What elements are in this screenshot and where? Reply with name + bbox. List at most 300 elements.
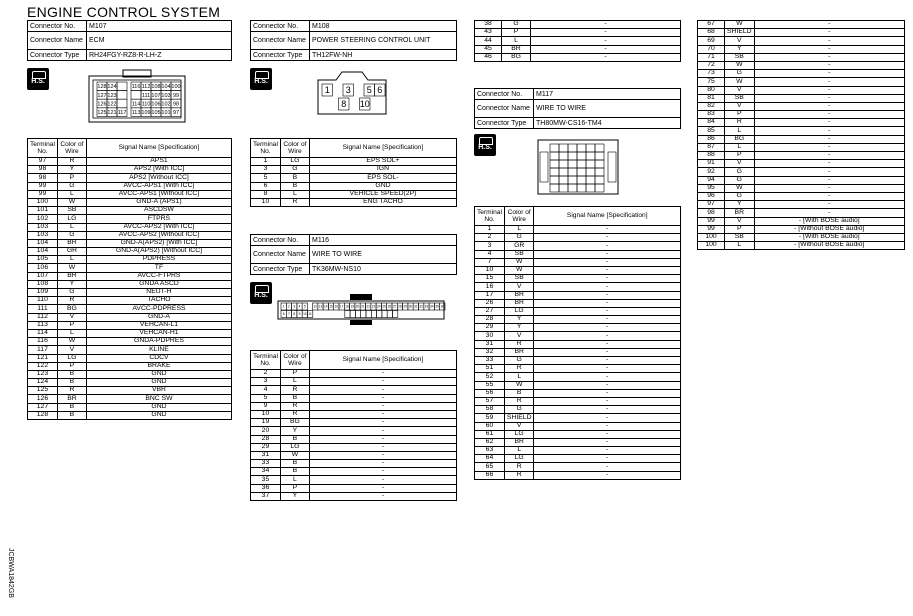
- terminal-no-cell: 82: [698, 102, 725, 110]
- pin-cell: [355, 311, 360, 318]
- wire-color-cell: LG: [504, 430, 534, 438]
- pin-cell: [382, 311, 387, 318]
- pin-cell: [568, 152, 577, 160]
- terminal-no-cell: 110: [28, 297, 58, 305]
- terminal-no-cell: 32: [475, 348, 505, 356]
- table-row: [698, 37, 905, 45]
- m107-info-table: [27, 20, 232, 61]
- m117-rows: [475, 226, 681, 480]
- signal-name-cell: -: [309, 419, 456, 427]
- table-row: [28, 158, 232, 166]
- pin-label: 5: [366, 85, 372, 96]
- pin-label: 13: [318, 304, 323, 309]
- wire-color-cell: L: [57, 256, 86, 264]
- terminal-no-cell: 122: [28, 362, 58, 370]
- wire-color-cell: B: [280, 394, 309, 402]
- terminal-no-cell: 62: [475, 438, 505, 446]
- table-row: [251, 410, 457, 418]
- connector-no-value: M116: [310, 235, 457, 246]
- wire-color-cell: V: [57, 346, 86, 354]
- pin-cell: [586, 144, 595, 152]
- table-row: [28, 166, 232, 174]
- table-row: [475, 21, 681, 29]
- terminal-no-cell: 29: [475, 324, 505, 332]
- wire-color-cell: G: [502, 21, 531, 29]
- wire-color-cell: P: [280, 370, 309, 378]
- wire-color-cell: LG: [57, 354, 86, 362]
- signal-name-cell: -: [754, 119, 904, 127]
- pin-label: 10: [359, 99, 370, 110]
- hs-label: H.S.: [31, 78, 45, 85]
- pin-label: 26: [387, 304, 392, 309]
- pin-cell: [595, 152, 604, 160]
- pin-label: 24: [376, 304, 381, 309]
- terminal-no-header: Terminal No.: [251, 139, 281, 158]
- table-row: [28, 207, 232, 215]
- pin-cell: [540, 152, 548, 182]
- terminal-no-cell: 58: [475, 406, 505, 414]
- terminal-no-cell: 31: [251, 451, 281, 459]
- table-row: [475, 283, 681, 291]
- connector-name-label: Connector Name: [475, 100, 534, 118]
- signal-name-cell: -: [754, 160, 904, 168]
- signal-name-cell: -: [534, 283, 681, 291]
- terminal-no-cell: 3: [251, 378, 281, 386]
- signal-name-cell: -: [309, 427, 456, 435]
- wire-color-cell: G: [504, 234, 534, 242]
- wire-color-cell: B: [280, 460, 309, 468]
- m116-pin-grid: [281, 303, 445, 318]
- document-code-text: JCBWA1842GB: [7, 548, 14, 598]
- signal-name-cell: -: [309, 484, 456, 492]
- signal-name-cell: -: [534, 266, 681, 274]
- pin-cell: [117, 91, 127, 100]
- signal-name-header: Signal Name [Specification]: [309, 351, 456, 370]
- table-row: [251, 492, 457, 500]
- connector-no-label: Connector No.: [251, 235, 310, 246]
- wire-color-cell: R: [57, 158, 86, 166]
- wire-color-cell: B: [280, 435, 309, 443]
- terminal-no-cell: 104: [28, 248, 58, 256]
- harness-side-icon: [474, 134, 496, 156]
- terminal-no-cell: 65: [475, 463, 505, 471]
- table-row: [475, 250, 681, 258]
- signal-name-cell: - [With BOSE audio]: [754, 217, 904, 225]
- m108-signal-table: [250, 138, 457, 207]
- wire-color-cell: V: [504, 422, 534, 430]
- terminal-no-cell: 55: [475, 381, 505, 389]
- pin-label: 106: [151, 101, 161, 108]
- signal-name-cell: -: [534, 455, 681, 463]
- pin-label: 116: [131, 84, 141, 91]
- terminal-no-cell: 106: [28, 264, 58, 272]
- wire-color-cell: LG: [57, 215, 86, 223]
- signal-name-cell: -: [534, 340, 681, 348]
- wire-color-cell: L: [725, 143, 755, 151]
- wire-color-cell: G: [504, 357, 534, 365]
- pin-cell: [550, 144, 559, 152]
- pin-label: 103: [161, 92, 171, 99]
- connector-name-label: Connector Name: [251, 32, 310, 50]
- wire-color-cell: LG: [280, 158, 309, 166]
- m108-info-table: [250, 20, 457, 61]
- pin-cell: [586, 152, 595, 160]
- signal-name-cell: -: [534, 357, 681, 365]
- table-row: [251, 460, 457, 468]
- pin-cell: [568, 168, 577, 176]
- table-row: [698, 111, 905, 119]
- connector-no-value: M107: [87, 21, 232, 32]
- terminal-no-cell: 114: [28, 329, 58, 337]
- terminal-no-cell: 70: [698, 45, 725, 53]
- table-row: [251, 394, 457, 402]
- wire-color-cell: LG: [280, 443, 309, 451]
- terminal-no-cell: 4: [251, 386, 281, 394]
- pin-cell: [350, 311, 355, 318]
- signal-name-cell: -: [534, 463, 681, 471]
- table-row: [28, 215, 232, 223]
- connector-no-label: Connector No.: [28, 21, 87, 32]
- terminal-no-cell: 52: [475, 373, 505, 381]
- wire-color-cell: G: [725, 176, 755, 184]
- signal-name-cell: -: [754, 209, 904, 217]
- m116-info-table: [250, 234, 457, 275]
- m117-info-table: [474, 88, 681, 129]
- pin-cell: [387, 311, 392, 318]
- terminal-no-cell: 99: [28, 190, 58, 198]
- table-row: [28, 379, 232, 387]
- wire-color-cell: L: [725, 242, 755, 250]
- terminal-no-cell: 100: [28, 198, 58, 206]
- connector-name-value: WIRE TO WIRE: [310, 246, 457, 264]
- terminal-no-cell: 1: [475, 226, 505, 234]
- signal-name-cell: -: [534, 226, 681, 234]
- table-row: [475, 45, 681, 53]
- wire-color-cell: SB: [504, 275, 534, 283]
- connector-type-label: Connector Type: [475, 118, 534, 129]
- wire-color-cell: B: [280, 182, 309, 190]
- terminal-no-cell: 69: [698, 37, 725, 45]
- connector-name-value: POWER STEERING CONTROL UNIT: [310, 32, 457, 50]
- table-row: [698, 53, 905, 61]
- terminal-no-cell: 3: [475, 242, 505, 250]
- signal-name-cell: AVCC-APS2 [Without ICC]: [86, 231, 231, 239]
- pin-label: 4: [298, 304, 301, 309]
- connector-no-label: Connector No.: [475, 89, 534, 100]
- pin-cell: [586, 168, 595, 176]
- pin-label: 9: [298, 312, 301, 317]
- table-row: [475, 275, 681, 283]
- table-row: [251, 402, 457, 410]
- wire-color-cell: V: [725, 102, 755, 110]
- table-row: [475, 357, 681, 365]
- terminal-no-cell: 17: [475, 291, 505, 299]
- pin-label: 100: [171, 84, 181, 91]
- wire-color-cell: Y: [504, 324, 534, 332]
- table-row: [698, 176, 905, 184]
- signal-name-cell: FTPRS: [86, 215, 231, 223]
- terminal-no-cell: 81: [698, 94, 725, 102]
- terminal-no-cell: 103: [28, 231, 58, 239]
- connector-type-label: Connector Type: [251, 264, 310, 275]
- signal-name-cell: -: [754, 29, 904, 37]
- terminal-no-cell: 107: [28, 272, 58, 280]
- terminal-no-cell: 45: [475, 45, 502, 53]
- table-row: [28, 403, 232, 411]
- terminal-no-cell: 121: [28, 354, 58, 362]
- connector-no-value: M108: [310, 21, 457, 32]
- terminal-no-cell: 127: [28, 403, 58, 411]
- pin-label: 5: [303, 304, 306, 309]
- signal-name-cell: VBR: [86, 387, 231, 395]
- signal-name-cell: NEUT-H: [86, 289, 231, 297]
- table-row: [698, 70, 905, 78]
- terminal-no-cell: 29: [251, 443, 281, 451]
- wire-color-cell: L: [504, 226, 534, 234]
- signal-name-header: Signal Name [Specification]: [86, 139, 231, 158]
- wire-color-cell: R: [504, 471, 534, 479]
- signal-name-cell: -: [754, 143, 904, 151]
- signal-name-cell: -: [534, 447, 681, 455]
- wire-color-cell: G: [725, 168, 755, 176]
- table-row: [251, 370, 457, 378]
- terminal-no-cell: 37: [251, 492, 281, 500]
- signal-name-cell: -: [309, 435, 456, 443]
- table-row: [698, 119, 905, 127]
- pin-label: 12: [313, 304, 317, 309]
- table-row: [28, 198, 232, 206]
- signal-name-header: Signal Name [Specification]: [309, 139, 456, 158]
- table-row: [698, 160, 905, 168]
- table-row: [251, 166, 457, 174]
- table-row: [475, 463, 681, 471]
- pin-label: 121: [107, 110, 117, 117]
- wire-color-cell: V: [725, 217, 755, 225]
- terminal-no-cell: 103: [28, 223, 58, 231]
- wire-color-cell: W: [725, 21, 755, 29]
- signal-name-cell: -: [534, 250, 681, 258]
- color-of-wire-header: Color of Wire: [57, 139, 86, 158]
- pin-label: 113: [131, 110, 141, 117]
- signal-name-cell: -: [754, 168, 904, 176]
- table-row: [475, 266, 681, 274]
- terminal-no-cell: 68: [698, 29, 725, 37]
- signal-name-cell: -: [754, 61, 904, 69]
- table-row: [475, 299, 681, 307]
- wire-color-cell: BR: [57, 239, 86, 247]
- table-row: [475, 381, 681, 389]
- signal-name-cell: -: [754, 45, 904, 53]
- wire-color-cell: L: [504, 447, 534, 455]
- wire-color-cell: G: [57, 182, 86, 190]
- wire-color-cell: BG: [57, 305, 86, 313]
- connector-type-label: Connector Type: [28, 50, 87, 61]
- wire-color-cell: Y: [280, 427, 309, 435]
- pin-label: 21: [361, 304, 365, 309]
- wire-color-cell: P: [725, 225, 755, 233]
- signal-name-cell: TF: [86, 264, 231, 272]
- connector-name-label: Connector Name: [251, 246, 310, 264]
- terminal-no-cell: 99: [698, 225, 725, 233]
- pin-label: 122: [107, 101, 117, 108]
- signal-name-cell: AVCC-APS2 [With ICC]: [86, 223, 231, 231]
- wire-color-cell: BG: [502, 53, 531, 61]
- pin-label: 109: [141, 110, 151, 117]
- table-row: [251, 386, 457, 394]
- table-row: [698, 242, 905, 250]
- connector-type-value: TH80MW-CS16-TM4: [534, 118, 681, 129]
- signal-name-cell: -: [534, 471, 681, 479]
- terminal-no-cell: 51: [475, 365, 505, 373]
- terminal-no-cell: 26: [475, 299, 505, 307]
- table-row: [28, 305, 232, 313]
- table-row: [28, 223, 232, 231]
- wire-color-cell: V: [725, 160, 755, 168]
- signal-name-cell: -: [754, 70, 904, 78]
- wire-color-cell: R: [280, 386, 309, 394]
- terminal-no-cell: 57: [475, 397, 505, 405]
- signal-name-cell: -: [534, 430, 681, 438]
- signal-name-cell: APS1: [86, 158, 231, 166]
- signal-name-cell: -: [754, 176, 904, 184]
- wire-color-cell: SB: [725, 233, 755, 241]
- m108-connector-diagram: [316, 70, 388, 116]
- table-row: [475, 234, 681, 242]
- signal-name-cell: -: [534, 373, 681, 381]
- pin-cell: [595, 176, 604, 184]
- signal-name-cell: -: [534, 299, 681, 307]
- signal-name-cell: -: [754, 201, 904, 209]
- table-row: [698, 135, 905, 143]
- terminal-no-cell: 105: [28, 256, 58, 264]
- signal-name-cell: -: [309, 386, 456, 394]
- signal-name-cell: IGN: [309, 166, 456, 174]
- pin-cell: [595, 168, 604, 176]
- signal-name-cell: APS2 [With ICC]: [86, 166, 231, 174]
- terminal-no-cell: 71: [698, 53, 725, 61]
- table-row: [698, 192, 905, 200]
- pin-cell: [345, 311, 350, 318]
- terminal-no-cell: 102: [28, 215, 58, 223]
- signal-name-cell: -: [534, 316, 681, 324]
- terminal-no-cell: 72: [698, 61, 725, 69]
- terminal-no-cell: 99: [698, 217, 725, 225]
- wire-color-cell: SB: [504, 250, 534, 258]
- pin-label: 7: [288, 312, 290, 317]
- terminal-no-cell: 20: [251, 427, 281, 435]
- terminal-no-cell: 36: [251, 484, 281, 492]
- pin-label: 10: [303, 312, 307, 317]
- signal-name-cell: EPS SOL-: [309, 174, 456, 182]
- terminal-no-cell: 128: [28, 411, 58, 419]
- pin-cell: [559, 184, 568, 192]
- signal-name-cell: -: [531, 37, 681, 45]
- signal-name-cell: -: [534, 291, 681, 299]
- signal-name-cell: -: [534, 422, 681, 430]
- document-code: [2, 548, 16, 610]
- signal-name-cell: GNDA ASCD: [86, 280, 231, 288]
- signal-name-cell: GND-A: [86, 313, 231, 321]
- wire-color-cell: Y: [725, 201, 755, 209]
- hs-label: H.S.: [254, 292, 268, 299]
- terminal-no-cell: 100: [698, 233, 725, 241]
- m108-pin-grid: [322, 84, 385, 110]
- table-row: [28, 190, 232, 198]
- signal-name-cell: VEHCAN-H1: [86, 329, 231, 337]
- wire-color-cell: L: [280, 378, 309, 386]
- terminal-no-cell: 64: [475, 455, 505, 463]
- signal-name-cell: KLINE: [86, 346, 231, 354]
- pin-cell: [568, 160, 577, 168]
- signal-name-cell: -: [309, 370, 456, 378]
- pin-cell: [568, 176, 577, 184]
- terminal-no-cell: 38: [475, 21, 502, 29]
- m117-section: [474, 20, 681, 478]
- signal-name-cell: - [Without BOSE audio]: [754, 242, 904, 250]
- table-row: [698, 152, 905, 160]
- signal-name-cell: GND-A (APS1): [86, 198, 231, 206]
- table-row: [698, 127, 905, 135]
- terminal-no-cell: 113: [28, 321, 58, 329]
- pin-label: 28: [398, 304, 402, 309]
- signal-name-cell: -: [754, 78, 904, 86]
- terminal-no-cell: 28: [475, 316, 505, 324]
- pin-label: 18: [345, 304, 349, 309]
- pin-label: 108: [151, 84, 161, 91]
- connector-name-label: Connector Name: [28, 32, 87, 50]
- page-title: ENGINE CONTROL SYSTEM: [27, 4, 221, 20]
- terminal-no-cell: 75: [698, 78, 725, 86]
- table-row: [251, 190, 457, 198]
- signal-name-cell: -: [531, 29, 681, 37]
- signal-name-cell: -: [531, 21, 681, 29]
- wire-color-cell: R: [280, 198, 309, 206]
- terminal-no-cell: 98: [28, 166, 58, 174]
- table-row: [28, 289, 232, 297]
- wire-color-cell: LG: [504, 307, 534, 315]
- table-row: [698, 209, 905, 217]
- terminal-no-cell: 126: [28, 395, 58, 403]
- signal-name-cell: -: [309, 443, 456, 451]
- terminal-no-cell: 109: [28, 289, 58, 297]
- signal-name-cell: -: [309, 451, 456, 459]
- m117-continued-table: [697, 20, 905, 250]
- table-row: [28, 256, 232, 264]
- wire-color-cell: L: [57, 190, 86, 198]
- pin-label: 114: [131, 101, 141, 108]
- signal-name-cell: - [With BOSE audio]: [754, 233, 904, 241]
- m107-pin-grid: [97, 82, 181, 116]
- terminal-no-cell: 2: [251, 370, 281, 378]
- pin-cell: [550, 184, 559, 192]
- table-row: [251, 468, 457, 476]
- signal-name-cell: VEHICLE SPEED(2P): [309, 190, 456, 198]
- pin-cell: [559, 176, 568, 184]
- signal-name-cell: TACHO: [86, 297, 231, 305]
- pin-label: 23: [371, 304, 376, 309]
- terminal-no-cell: 2: [475, 234, 505, 242]
- pin-label: 29: [403, 304, 408, 309]
- table-row: [28, 370, 232, 378]
- table-row: [475, 307, 681, 315]
- table-row: [251, 484, 457, 492]
- table-row: [28, 395, 232, 403]
- terminal-no-cell: 99: [28, 182, 58, 190]
- table-row: [28, 346, 232, 354]
- pin-label: 15: [329, 304, 333, 309]
- terminal-no-cell: 104: [28, 239, 58, 247]
- terminal-no-cell: 15: [475, 275, 505, 283]
